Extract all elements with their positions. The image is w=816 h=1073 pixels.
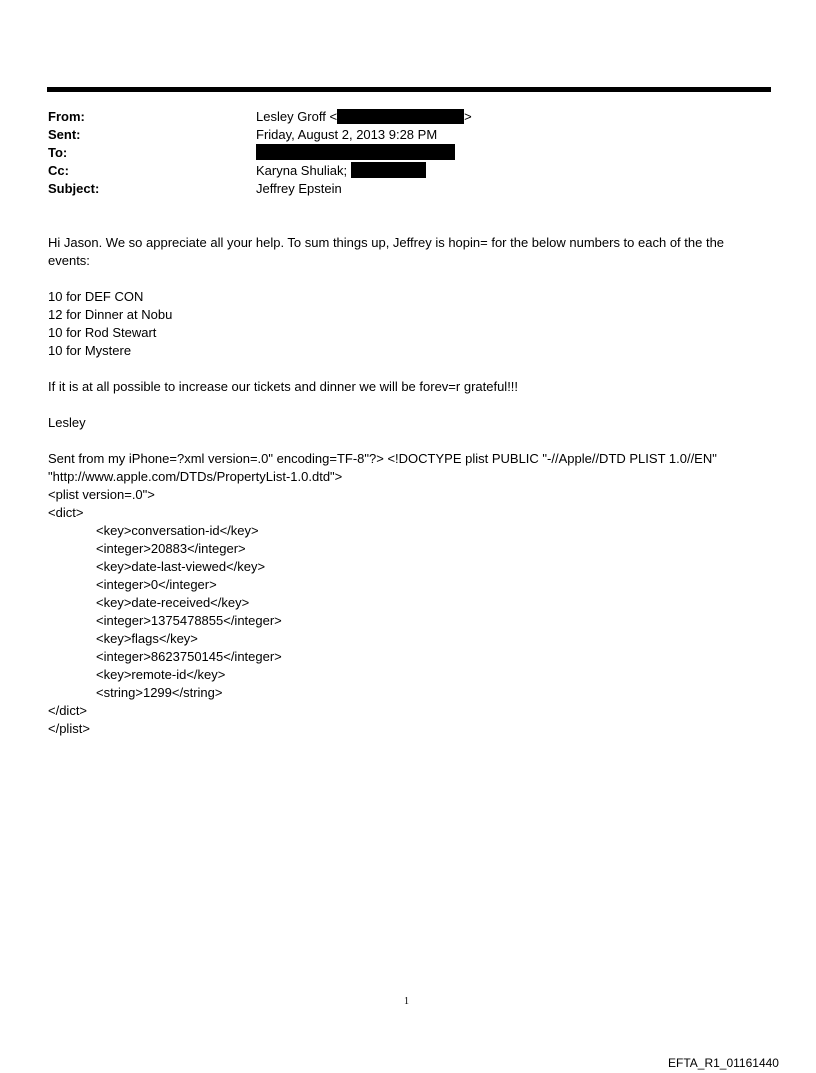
- list-item: 10 for Mystere: [48, 343, 132, 358]
- sent-from-line: Sent from my iPhone=?xml version=.0" encoding=TF-8"?> <!DOCTYPE plist PUBLIC "-//Apple//DTD PLIST 1.0//EN": [48, 451, 717, 466]
- sent-from-line: "http://www.apple.com/DTDs/PropertyList-1.0.dtd">: [48, 469, 343, 484]
- signature: Lesley: [48, 415, 86, 430]
- from-close: >: [464, 109, 472, 124]
- dict-item: <key>remote-id</key>: [96, 667, 226, 682]
- dict-item: <string>1299</string>: [96, 685, 223, 700]
- list-item: 10 for DEF CON: [48, 289, 144, 304]
- redaction-box: [337, 109, 464, 124]
- dict-item: <integer>0</integer>: [96, 577, 217, 592]
- page-number: 1: [404, 996, 409, 1007]
- from-value: [256, 108, 472, 125]
- to-value: [256, 144, 455, 161]
- sent-value: Friday, August 2, 2013 9:28 PM: [256, 127, 438, 142]
- cc-name: Karyna Shuliak;: [256, 163, 348, 178]
- header-divider: [47, 87, 771, 92]
- from-label: From:: [48, 109, 85, 124]
- dict-item: <integer>1375478855</integer>: [96, 613, 282, 628]
- redaction-box: [351, 162, 426, 178]
- plist-close: </plist>: [48, 721, 90, 736]
- dict-open: <dict>: [48, 505, 84, 520]
- list-item: 10 for Rod Stewart: [48, 325, 157, 340]
- intro-line: Hi Jason. We so appreciate all your help. To sum things up, Jeffrey is hopin= for the below numbers to each of the the: [48, 235, 725, 250]
- dict-item: <integer>8623750145</integer>: [96, 649, 282, 664]
- dict-item: <key>date-last-viewed</key>: [96, 559, 266, 574]
- plist-open: <plist version=.0">: [48, 487, 155, 502]
- dict-item: <key>date-received</key>: [96, 595, 250, 610]
- from-name: Lesley Groff <: [256, 109, 338, 124]
- subject-label: Subject:: [48, 181, 100, 196]
- document-id: EFTA_R1_01161440: [668, 1056, 779, 1070]
- dict-item: <key>flags</key>: [96, 631, 198, 646]
- dict-item: <integer>20883</integer>: [96, 541, 246, 556]
- redaction-box: [256, 144, 455, 160]
- intro-line: events:: [48, 253, 90, 268]
- cc-label: Cc:: [48, 163, 69, 178]
- dict-item: <key>conversation-id</key>: [96, 523, 259, 538]
- list-item: 12 for Dinner at Nobu: [48, 307, 173, 322]
- cc-value: [256, 162, 426, 179]
- request-line: If it is at all possible to increase our tickets and dinner we will be forev=r grateful!!!: [48, 379, 519, 394]
- to-label: To:: [48, 145, 68, 160]
- subject-value: Jeffrey Epstein: [256, 181, 342, 196]
- sent-label: Sent:: [48, 127, 81, 142]
- dict-close: </dict>: [48, 703, 88, 718]
